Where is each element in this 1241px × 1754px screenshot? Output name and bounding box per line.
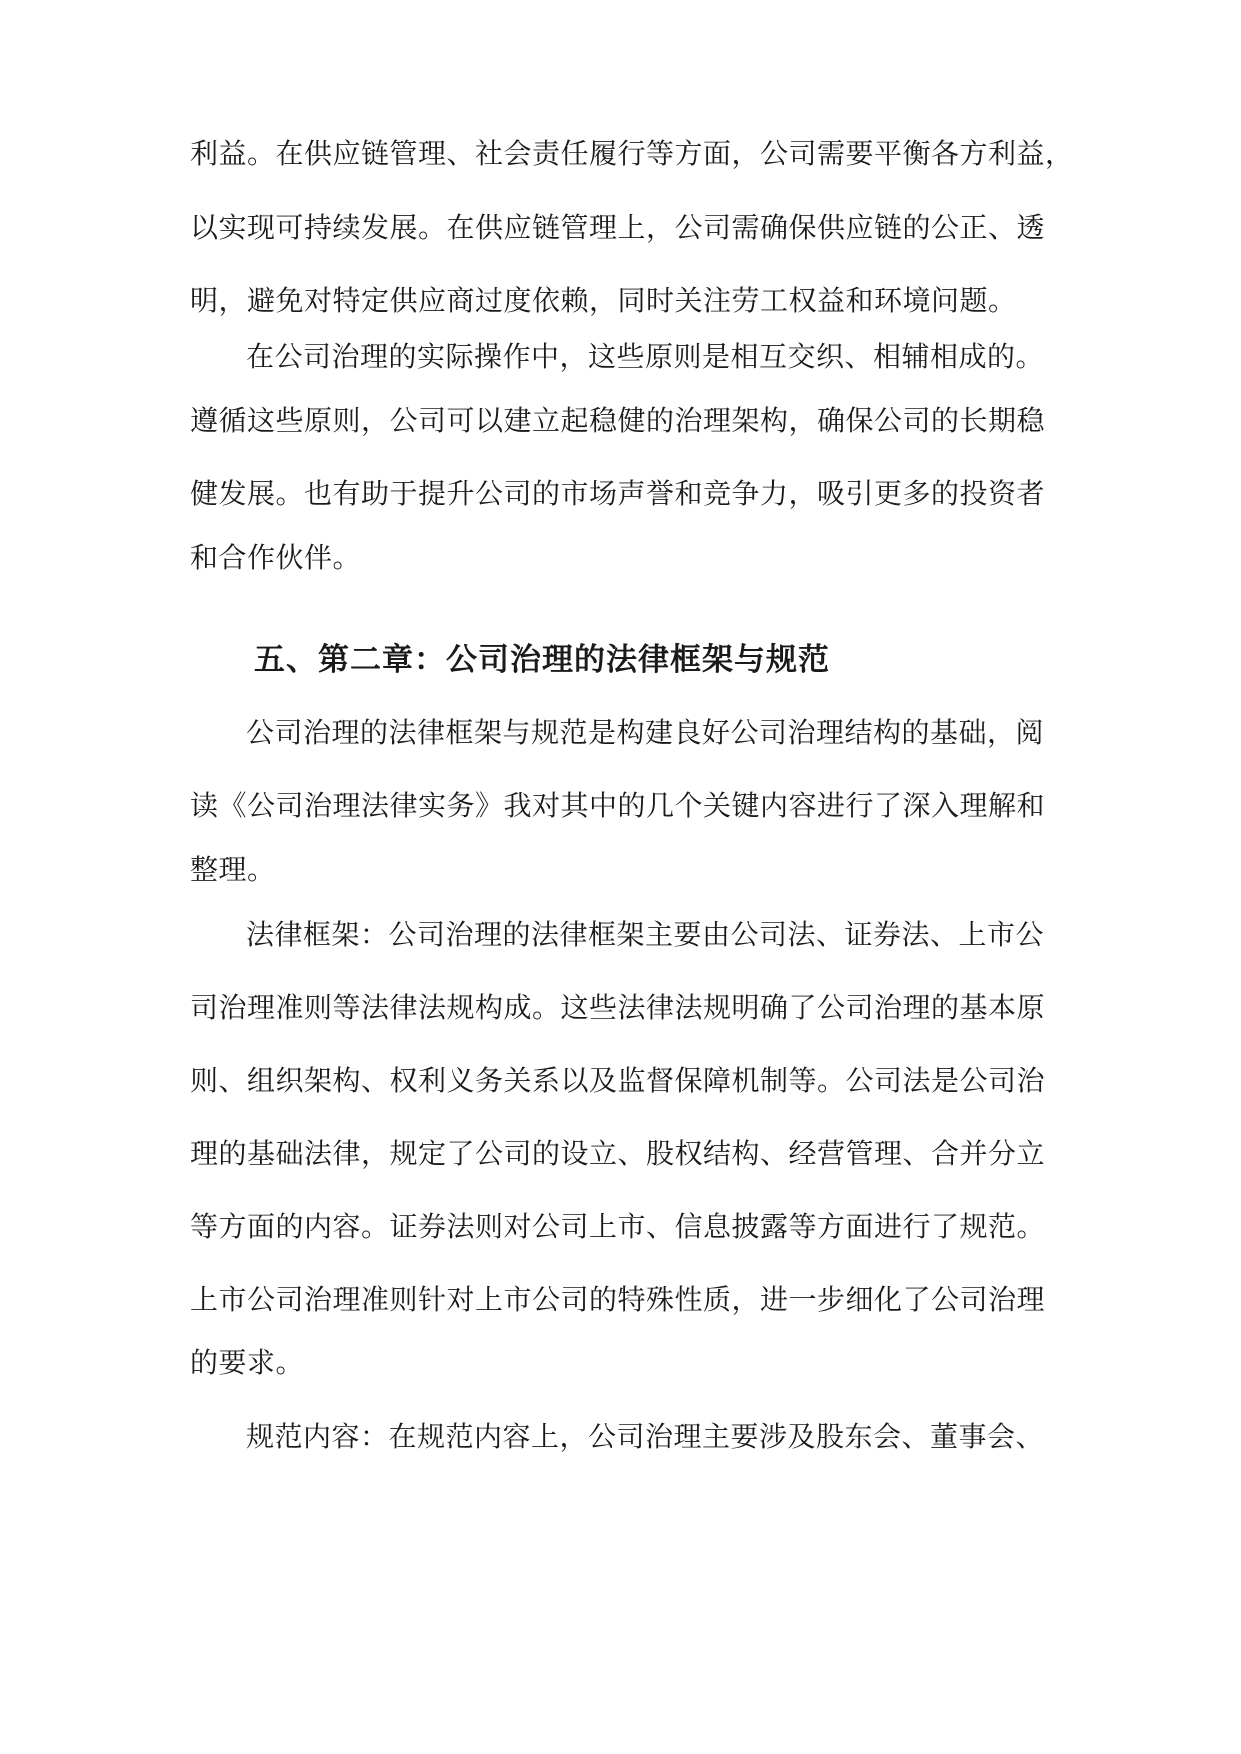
- paragraph-3-line-2: 读《公司治理法律实务》我对其中的几个关键内容进行了深入理解和: [190, 789, 1046, 822]
- paragraph-1-line-2: 以实现可持续发展。在供应链管理上，公司需确保供应链的公正、透: [190, 211, 1046, 244]
- paragraph-5-line-1: 规范内容：在规范内容上，公司治理主要涉及股东会、董事会、: [246, 1420, 1045, 1453]
- paragraph-4-line-6: 上市公司治理准则针对上市公司的特殊性质，进一步细化了公司治理: [190, 1283, 1046, 1316]
- paragraph-1-line-3: 明，避免对特定供应商过度依赖，同时关注劳工权益和环境问题。: [190, 284, 1017, 317]
- paragraph-4-line-4: 理的基础法律，规定了公司的设立、股权结构、经营管理、合并分立: [190, 1137, 1046, 1170]
- section-heading: 五、第二章：公司治理的法律框架与规范: [254, 642, 830, 678]
- paragraph-4-line-3: 则、组织架构、权利义务关系以及监督保障机制等。公司法是公司治: [190, 1064, 1046, 1097]
- paragraph-2-line-2: 遵循这些原则，公司可以建立起稳健的治理架构，确保公司的长期稳: [190, 404, 1046, 437]
- paragraph-4-line-7: 的要求。: [190, 1346, 305, 1379]
- paragraph-2-line-3: 健发展。也有助于提升公司的市场声誉和竞争力，吸引更多的投资者: [190, 477, 1046, 510]
- paragraph-4-line-2: 司治理准则等法律法规构成。这些法律法规明确了公司治理的基本原: [190, 991, 1046, 1024]
- paragraph-4-line-5: 等方面的内容。证券法则对公司上市、信息披露等方面进行了规范。: [190, 1210, 1046, 1243]
- paragraph-3-line-1: 公司治理的法律框架与规范是构建良好公司治理结构的基础，阅: [246, 716, 1045, 749]
- paragraph-2-line-4: 和合作伙伴。: [190, 541, 362, 574]
- paragraph-2-line-1: 在公司治理的实际操作中，这些原则是相互交织、相辅相成的。: [246, 340, 1045, 373]
- paragraph-3-line-3: 整理。: [190, 853, 276, 886]
- paragraph-1-line-1: 利益。在供应链管理、社会责任履行等方面，公司需要平衡各方利益，: [190, 137, 1074, 170]
- paragraph-4-line-1: 法律框架：公司治理的法律框架主要由公司法、证券法、上市公: [246, 918, 1045, 951]
